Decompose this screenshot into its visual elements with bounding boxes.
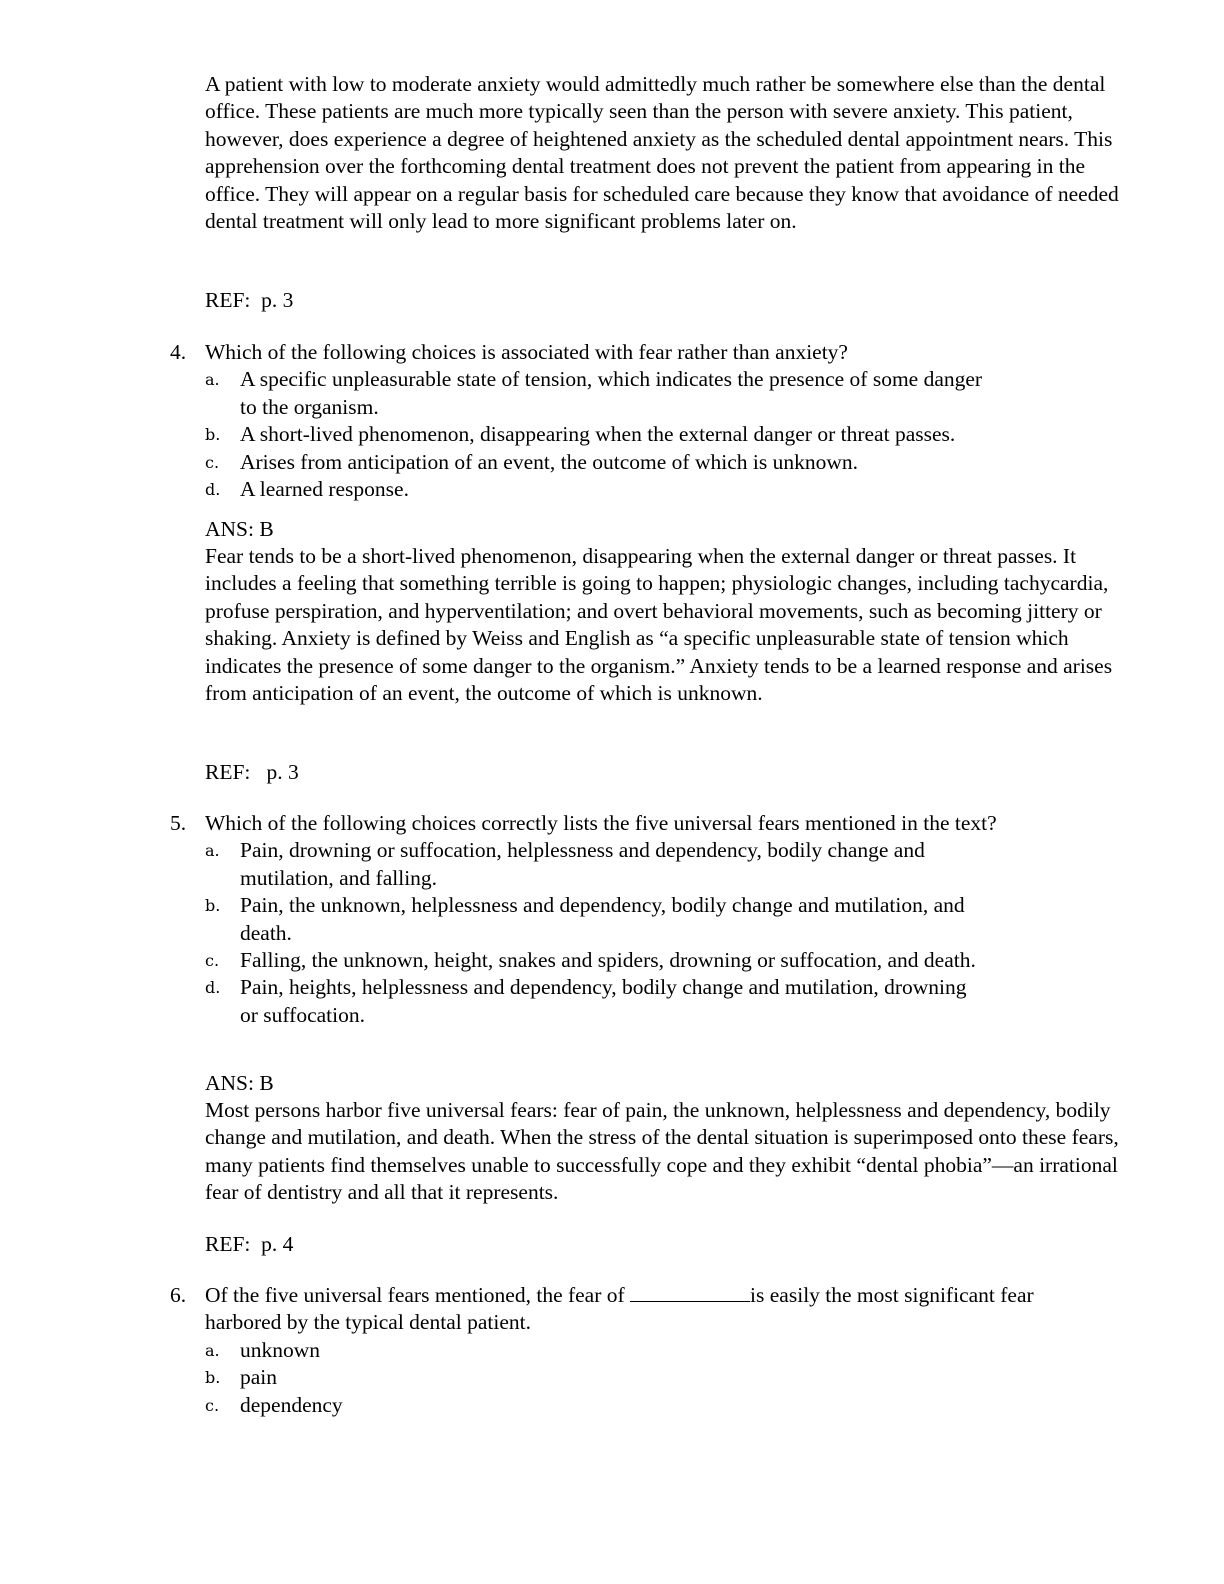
- question-6-option-b: [160, 1364, 1120, 1391]
- question-4: [160, 339, 1120, 503]
- intro-rationale-paragraph: A patient with low to moderate anxiety would admittedly much rather be somewhere else than the dental office. These patients are much more typically seen than the person with severe anxiety. This patient, however, does experience a degree of heightened anxiety as the scheduled dental appointment nears. This apprehension over the forthcoming dental treatment does not prevent the patient from appearing in the office. They will appear on a regular basis for scheduled care because they know that avoidance of needed dental treatment will only lead to more significant problems later on.: [205, 72, 1119, 234]
- question-6-number: 6.: [170, 1283, 187, 1307]
- option-letter: a.: [205, 370, 220, 390]
- question-6-option-a: [160, 1337, 1120, 1364]
- option-letter: c.: [205, 452, 220, 472]
- question-6: [160, 1282, 1120, 1419]
- question-4-reference: REF: p. 3: [205, 760, 299, 784]
- question-4-option-d: [160, 476, 1120, 503]
- option-letter: c.: [205, 1395, 220, 1415]
- option-text: dependency: [240, 1392, 343, 1417]
- option-text: A learned response.: [240, 477, 409, 502]
- option-text: unknown: [240, 1337, 321, 1362]
- option-letter: a.: [205, 1340, 220, 1360]
- question-6-stem-after-blank: is easily the most significant fear harbored by the typical dental patient.: [205, 1283, 1034, 1335]
- question-5-option-a: [160, 837, 1120, 892]
- question-6-stem-before-blank: Of the five universal fears mentioned, the fear of: [205, 1283, 631, 1307]
- option-letter: b.: [205, 896, 221, 916]
- question-5-number: 5.: [170, 811, 187, 835]
- question-6-option-c: [160, 1392, 1120, 1419]
- option-letter: b.: [205, 1368, 221, 1388]
- option-letter: d.: [205, 978, 221, 998]
- question-5-option-c: [160, 947, 1120, 974]
- question-5-option-d: [160, 974, 1120, 1029]
- question-5-reference: REF: p. 4: [205, 1232, 294, 1256]
- option-letter: d.: [205, 480, 221, 500]
- option-text: pain: [240, 1365, 278, 1390]
- option-letter: b.: [205, 425, 221, 445]
- question-5-answer: ANS: B: [205, 1071, 274, 1095]
- question-4-number: 4.: [170, 340, 187, 364]
- option-letter: a.: [205, 841, 220, 861]
- question-6-stem-line: [160, 1282, 1120, 1337]
- option-text: Pain, heights, helplessness and dependency, bodily change and mutilation, drowning or suffocation.: [240, 975, 967, 1027]
- question-5-rationale: Most persons harbor five universal fears: fear of pain, the unknown, helplessness and dependency, bodily change and mutilation, and death. When the stress of the dental situation is superimposed onto these fears, many patients find themselves unable to successfully cope and they exhibit “dental phobia”—an irrational fear of dentistry and all that it represents.: [205, 1098, 1119, 1205]
- question-4-option-c: [160, 449, 1120, 476]
- question-5-option-b: [160, 892, 1120, 947]
- question-4-option-a: [160, 366, 1120, 421]
- question-4-answer: ANS: B: [205, 517, 274, 541]
- question-4-rationale: Fear tends to be a short-lived phenomenon, disappearing when the external danger or threat passes. It includes a feeling that something terrible is going to happen; physiologic changes, including tachycardia, profuse perspiration, and hyperventilation; and overt behavioral movements, such as becoming jittery or shaking. Anxiety is defined by Weiss and English as “a specific unpleasurable state of tension which indicates the presence of some danger to the organism.” Anxiety tends to be a learned response and arises from anticipation of an event, the outcome of which is unknown.: [205, 544, 1113, 706]
- question-5-stem: Which of the following choices correctly lists the five universal fears mentioned in the text?: [205, 811, 997, 835]
- question-6-stem: [205, 1282, 1085, 1337]
- question-4-option-b: [160, 421, 1120, 448]
- question-4-stem: Which of the following choices is associated with fear rather than anxiety?: [205, 340, 848, 364]
- option-text: Pain, drowning or suffocation, helplessness and dependency, bodily change and mutilation, and falling.: [240, 838, 925, 890]
- option-letter: c.: [205, 951, 220, 971]
- intro-reference: REF: p. 3: [205, 288, 294, 312]
- fill-in-blank: [630, 1283, 750, 1302]
- option-text: Arises from anticipation of an event, the outcome of which is unknown.: [240, 449, 858, 474]
- option-text: A short-lived phenomenon, disappearing when the external danger or threat passes.: [240, 422, 956, 447]
- option-text: A specific unpleasurable state of tension, which indicates the presence of some danger to the organism.: [240, 367, 983, 419]
- option-text: Pain, the unknown, helplessness and dependency, bodily change and mutilation, and death.: [240, 893, 965, 945]
- question-4-stem-line: [160, 339, 1120, 366]
- question-5: [160, 810, 1120, 1029]
- option-text: Falling, the unknown, height, snakes and spiders, drowning or suffocation, and death.: [240, 948, 976, 973]
- question-5-stem-line: [160, 810, 1120, 837]
